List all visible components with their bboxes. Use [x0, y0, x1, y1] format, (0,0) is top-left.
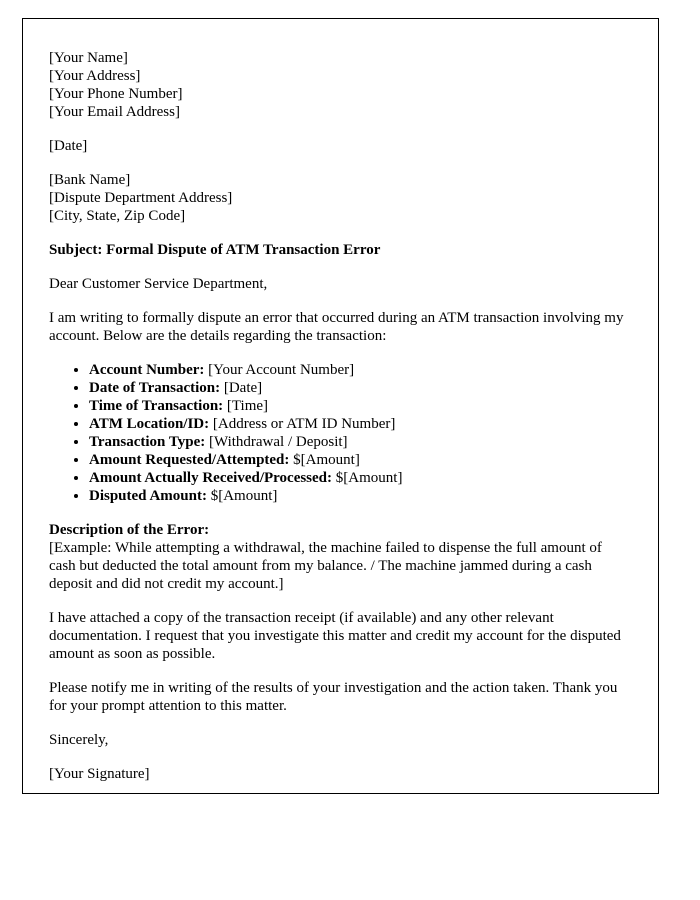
detail-value: [Your Account Number]: [208, 362, 355, 378]
detail-atm-location-id: [89, 415, 631, 433]
detail-label: ATM Location/ID:: [89, 416, 210, 432]
detail-value: $[Amount]: [210, 488, 278, 504]
detail-transaction-type: [89, 433, 631, 451]
sender-block: [49, 49, 631, 121]
transaction-details-list: [49, 361, 631, 505]
detail-time-of-transaction: [89, 397, 631, 415]
attachment-paragraph: I have attached a copy of the transaction receipt (if available) and any other relevant documentation. I request that you investigate this matter and credit my account for the disputed amount as soon as possible.: [49, 610, 621, 662]
detail-value: [Date]: [223, 380, 263, 396]
detail-label: Disputed Amount:: [89, 488, 207, 504]
detail-label: Date of Transaction:: [89, 380, 221, 396]
detail-label: Transaction Type:: [89, 434, 206, 450]
description-block: [49, 521, 631, 593]
recipient-city-state-zip: [City, State, Zip Code]: [49, 208, 186, 224]
closing-paragraph: Please notify me in writing of the results of your investigation and the action taken. Thank you for your prompt attention to this matter.: [49, 680, 618, 714]
recipient-department: [Dispute Department Address]: [49, 190, 233, 206]
detail-label: Account Number:: [89, 362, 205, 378]
sender-address: [Your Address]: [49, 68, 141, 84]
detail-value: [Time]: [226, 398, 269, 414]
date-line: [Date]: [49, 138, 88, 154]
detail-disputed-amount: [89, 487, 631, 505]
signoff: Sincerely,: [49, 732, 109, 748]
description-heading: Description of the Error:: [49, 522, 210, 538]
detail-date-of-transaction: [89, 379, 631, 397]
detail-value: $[Amount]: [335, 470, 403, 486]
detail-amount-received: [89, 469, 631, 487]
sender-name: [Your Name]: [49, 50, 128, 66]
detail-value: [Withdrawal / Deposit]: [209, 434, 348, 450]
signature: [Your Signature]: [49, 766, 150, 782]
detail-value: [Address or ATM ID Number]: [212, 416, 396, 432]
description-body: [Example: While attempting a withdrawal, the machine failed to dispense the full amount of cash but deducted the total amount from my balance. / The machine jammed during a cash deposit and did not credit my account.]: [49, 540, 602, 592]
detail-label: Time of Transaction:: [89, 398, 224, 414]
sender-phone: [Your Phone Number]: [49, 86, 183, 102]
detail-amount-requested: [89, 451, 631, 469]
detail-label: Amount Requested/Attempted:: [89, 452, 290, 468]
detail-label: Amount Actually Received/Processed:: [89, 470, 333, 486]
recipient-bank-name: [Bank Name]: [49, 172, 131, 188]
sender-email: [Your Email Address]: [49, 104, 180, 120]
recipient-block: [49, 171, 631, 225]
detail-account-number: [89, 361, 631, 379]
subject-line: Subject: Formal Dispute of ATM Transaction Error: [49, 242, 381, 258]
letter-page: [22, 18, 659, 794]
intro-paragraph: I am writing to formally dispute an error that occurred during an ATM transaction involving my account. Below are the details regarding the transaction:: [49, 310, 624, 344]
salutation: Dear Customer Service Department,: [49, 276, 268, 292]
detail-value: $[Amount]: [293, 452, 360, 468]
